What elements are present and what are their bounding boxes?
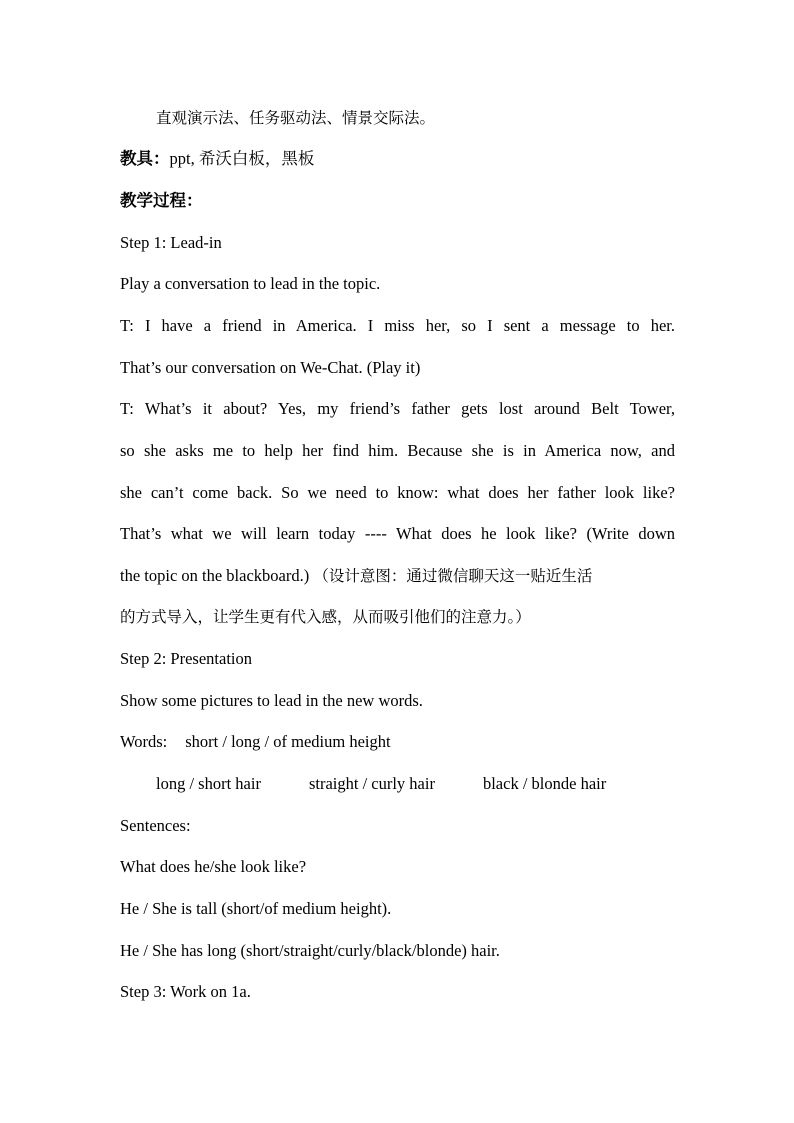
words-item: black / blonde hair [482, 774, 607, 793]
words-item: straight / curly hair [308, 774, 435, 793]
paragraph-line: That’s our conversation on We-Chat. (Play it) [120, 358, 421, 377]
teaching-process-heading: 教学过程： [120, 191, 203, 210]
paragraph-line: That’s what we will learn today ---- What does he look like? (Write down [120, 524, 675, 543]
design-intent-continued: 的方式导入，让学生更有代入感，从而吸引他们的注意力。） [120, 608, 531, 626]
sentences-label: Sentences: [120, 816, 191, 835]
paragraph-line: so she asks me to help her find him. Because she is in America now, and [120, 441, 675, 460]
sentence-item: He / She has long (short/straight/curly/black/blonde) hair. [120, 941, 500, 960]
words-line [120, 731, 675, 753]
teaching-aids-line [120, 148, 675, 170]
step1-intro: Play a conversation to lead in the topic. [120, 274, 381, 293]
design-intent-line [120, 565, 675, 587]
teaching-aids-label: 教具： [120, 149, 170, 168]
design-intent-english: the topic on the blackboard.) [120, 566, 314, 585]
sentence-item: He / She is tall (short/of medium height). [120, 899, 392, 918]
paragraph-line: she can’t come back. So we need to know: what does her father look like? [120, 483, 675, 502]
sentence-item: What does he/she look like? [120, 857, 307, 876]
paragraph-line: T: What’s it about? Yes, my friend’s father gets lost around Belt Tower, [120, 399, 675, 418]
words-row [156, 773, 675, 795]
design-intent-chinese: （设计意图：通过微信聊天这一贴近生活 [313, 567, 593, 585]
words-label: Words: [120, 732, 168, 751]
step1-heading: Step 1: Lead-in [120, 233, 222, 252]
step2-heading: Step 2: Presentation [120, 649, 252, 668]
words-item: long / short hair [156, 774, 261, 793]
teaching-aids-value: ppt, 希沃白板，黑板 [169, 149, 315, 168]
words-item: short / long / of medium height [185, 732, 391, 751]
step2-intro: Show some pictures to lead in the new words. [120, 691, 423, 710]
paragraph-line: T: I have a friend in America. I miss her, so I sent a message to her. [120, 316, 675, 335]
step3-heading: Step 3: Work on 1a. [120, 982, 251, 1001]
teaching-methods-text: 直观演示法、任务驱动法、情景交际法。 [156, 109, 436, 127]
